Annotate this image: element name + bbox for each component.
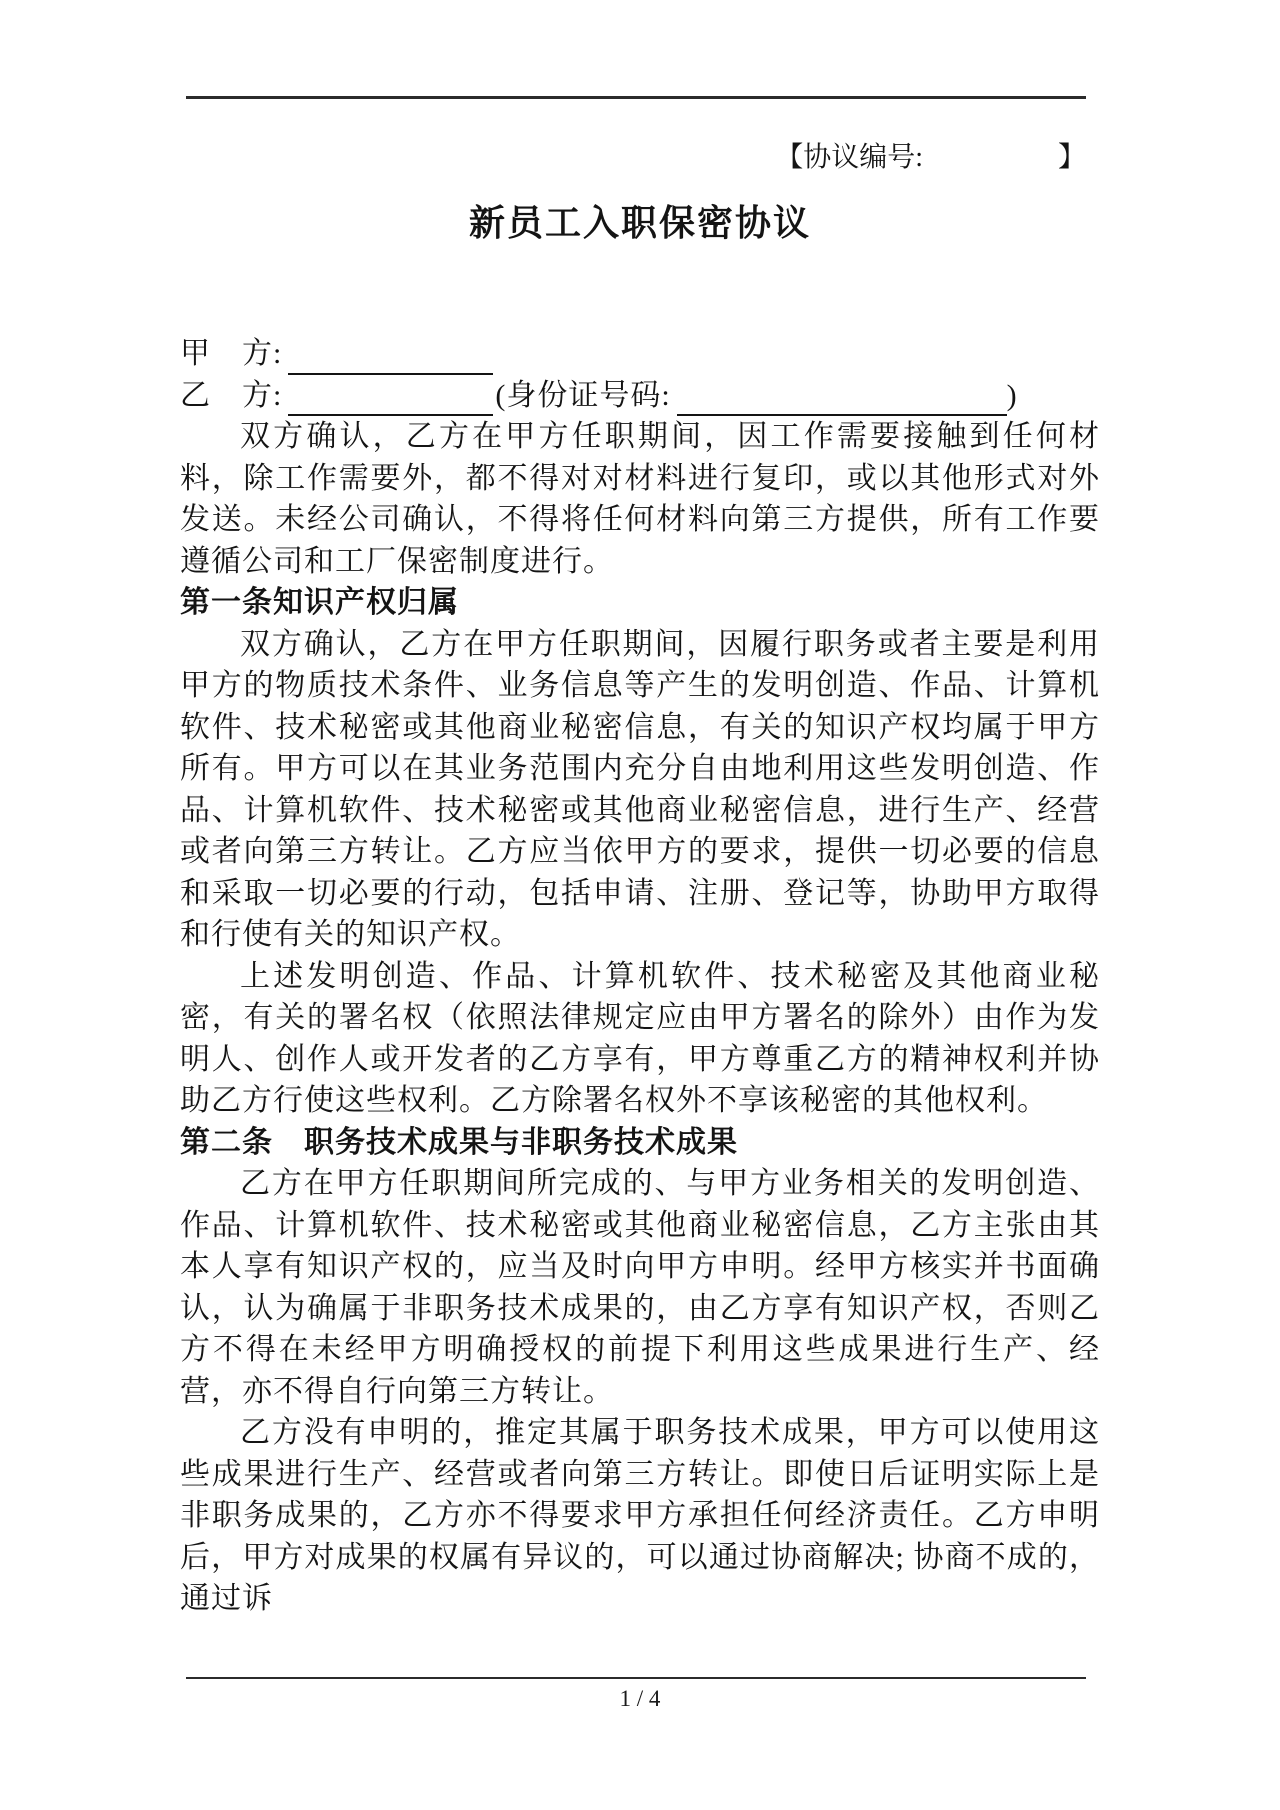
id-number-blank xyxy=(677,382,1007,416)
agreement-number-label: 【协议编号: xyxy=(775,142,923,173)
paragraph: 上述发明创造、作品、计算机软件、技术秘密及其他商业秘密，有关的署名权（依照法律规定应由甲方署名的除外）由作为发明人、创作人或开发者的乙方享有，甲方尊重乙方的精神权利并协助乙方行使这些权利。乙方除署名权外不享该秘密的其他权利。 xyxy=(180,959,1100,1117)
header-rule xyxy=(186,96,1086,99)
id-number-label: (身份证号码: xyxy=(495,378,671,412)
document-title: 新员工入职保密协议 xyxy=(468,203,811,243)
party-b-label: 乙 方: xyxy=(180,378,283,412)
section-heading-1: 第一条知识产权归属 xyxy=(180,586,459,619)
party-a-row xyxy=(180,333,1100,375)
agreement-number-closing-bracket: 】 xyxy=(1057,142,1086,173)
paragraph: 乙方在甲方任职期间所完成的、与甲方业务相关的发明创造、作品、计算机软件、技术秘密或其他商业秘密信息，乙方主张由其本人享有知识产权的，应当及时向甲方申明。经甲方核实并书面确认，认为确属于非职务技术成果的，由乙方享有知识产权，否则乙方不得在未经甲方明确授权的前提下利用这些成果进行生产、经营，亦不得自行向第三方转让。 xyxy=(180,1167,1100,1408)
id-close-paren: ) xyxy=(1006,378,1018,412)
document-body xyxy=(180,333,1100,1620)
paragraph: 双方确认，乙方在甲方任职期间，因履行职务或者主要是利用甲方的物质技术条件、业务信息等产生的发明创造、作品、计算机软件、技术秘密或其他商业秘密信息，有关的知识产权均属于甲方所有。甲方可以在其业务范围内充分自由地利用这些发明创造、作品、计算机软件、技术秘密或其他商业秘密信息，进行生产、经营或者向第三方转让。乙方应当依甲方的要求，提供一切必要的信息和采取一切必要的行动，包括申请、注册、登记等，协助甲方取得和行使有关的知识产权。 xyxy=(180,627,1100,951)
agreement-number-line xyxy=(180,140,1086,176)
section-heading-2: 第二条 职务技术成果与非职务技术成果 xyxy=(180,1125,738,1159)
page-number: 1 / 4 xyxy=(619,1686,661,1711)
footer-rule xyxy=(186,1677,1086,1679)
paragraph: 乙方没有申明的，推定其属于职务技术成果，甲方可以使用这些成果进行生产、经营或者向第三方转让。即使日后证明实际上是非职务成果的，乙方亦不得要求甲方承担任何经济责任。乙方申明后，甲方对成果的权属有异议的，可以通过协商解决; 协商不成的，通过诉 xyxy=(180,1416,1100,1615)
paragraph: 双方确认，乙方在甲方任职期间，因工作需要接触到任何材料，除工作需要外，都不得对对材料进行复印，或以其他形式对外发送。未经公司确认，不得将任何材料向第三方提供，所有工作要遵循公司和工厂保密制度进行。 xyxy=(180,420,1100,578)
party-a-label: 甲 方: xyxy=(180,337,283,370)
party-b-row xyxy=(180,375,1100,417)
party-a-blank xyxy=(288,341,493,375)
party-b-blank xyxy=(288,382,493,416)
